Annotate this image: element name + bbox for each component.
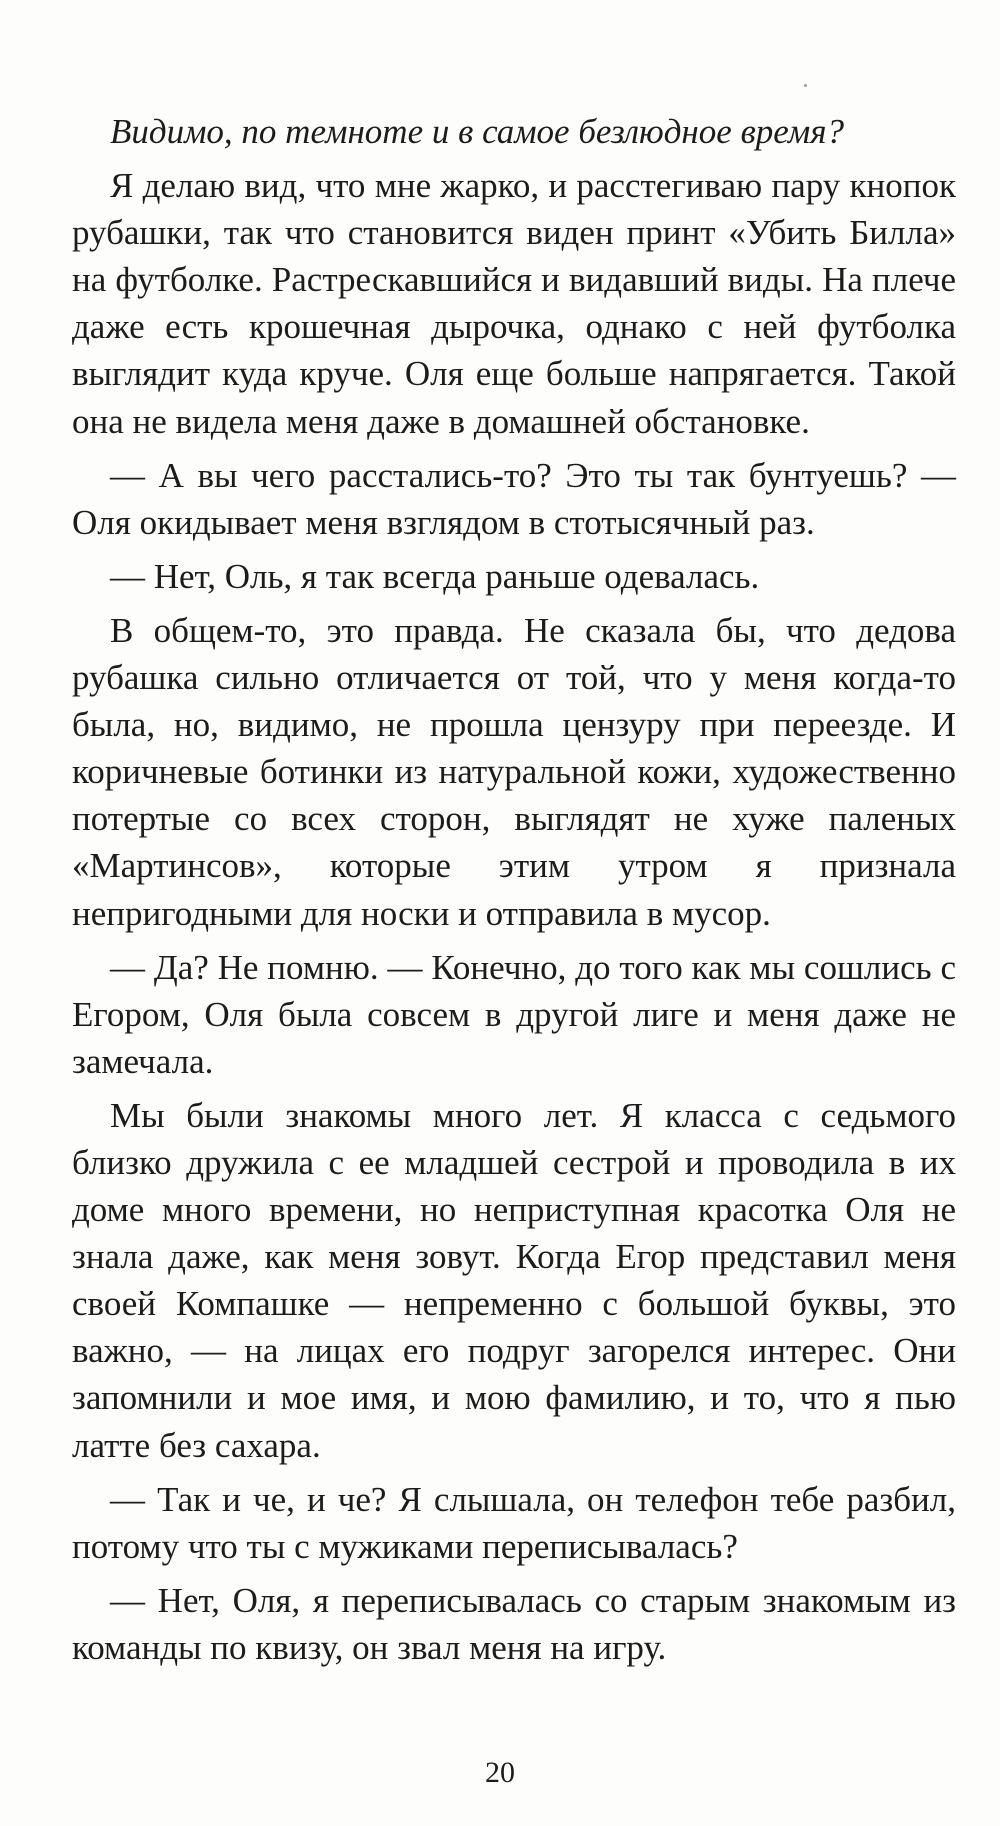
paragraph-6: — Да? Не помню. — Конечно, до того как мы сошлись с Егором, Оля была совсем в другой лиге и меня даже не замечала.	[72, 947, 956, 1081]
paragraph-8: — Так и че, и че? Я слышала, он телефон тебе разбил, потому что ты с мужиками переписывалась?	[72, 1479, 956, 1566]
paragraph-5: В общем-то, это правда. Не сказала бы, что дедова рубашка сильно отличается от той, что у меня когда-то была, но, видимо, не прошла цензуру при переезде. И коричневые ботинки из натуральной кожи, художественно потертые со всех сторон, выглядят не хуже паленых «Мартинсов», которые этим утром я признала непригодными для носки и отправила в мусор.	[72, 610, 956, 933]
paragraph-7: Мы были знакомы много лет. Я класса с седьмого близко дружила с ее младшей сестрой и проводила в их доме много времени, но неприступная красотка Оля не знала даже, как меня зовут. Когда Егор представил меня своей Компашке — непременно с большой буквы, это важно, — на лицах его подруг загорелся интерес. Они запомнили и мое имя, и мою фамилию, и то, что я пью латте без сахара.	[72, 1095, 956, 1465]
paragraph-1: Видимо, по темноте и в самое безлюдное время?	[110, 112, 845, 151]
page-body-text	[72, 108, 956, 1678]
paragraph-9: — Нет, Оля, я переписывалась со старым знакомым из команды по квизу, он звал меня на игру.	[72, 1580, 956, 1667]
paragraph-3: — А вы чего расстались-то? Это ты так бунтуешь? — Оля окидывает меня взглядом в стотысячный раз.	[72, 455, 956, 542]
paragraph-4: — Нет, Оль, я так всегда раньше одевалась.	[110, 556, 760, 596]
paragraph-2: Я делаю вид, что мне жарко, и расстегиваю пару кнопок рубашки, так что становится виден принт «Убить Билла» на футболке. Растрескавшийся и видавший виды. На плече даже есть крошечная дырочка, однако с ней футболка выглядит куда круче. Оля еще больше напрягается. Такой она не видела меня даже в домашней обстановке.	[72, 166, 956, 441]
page-number: 20	[485, 1756, 515, 1789]
print-speck	[804, 84, 807, 87]
